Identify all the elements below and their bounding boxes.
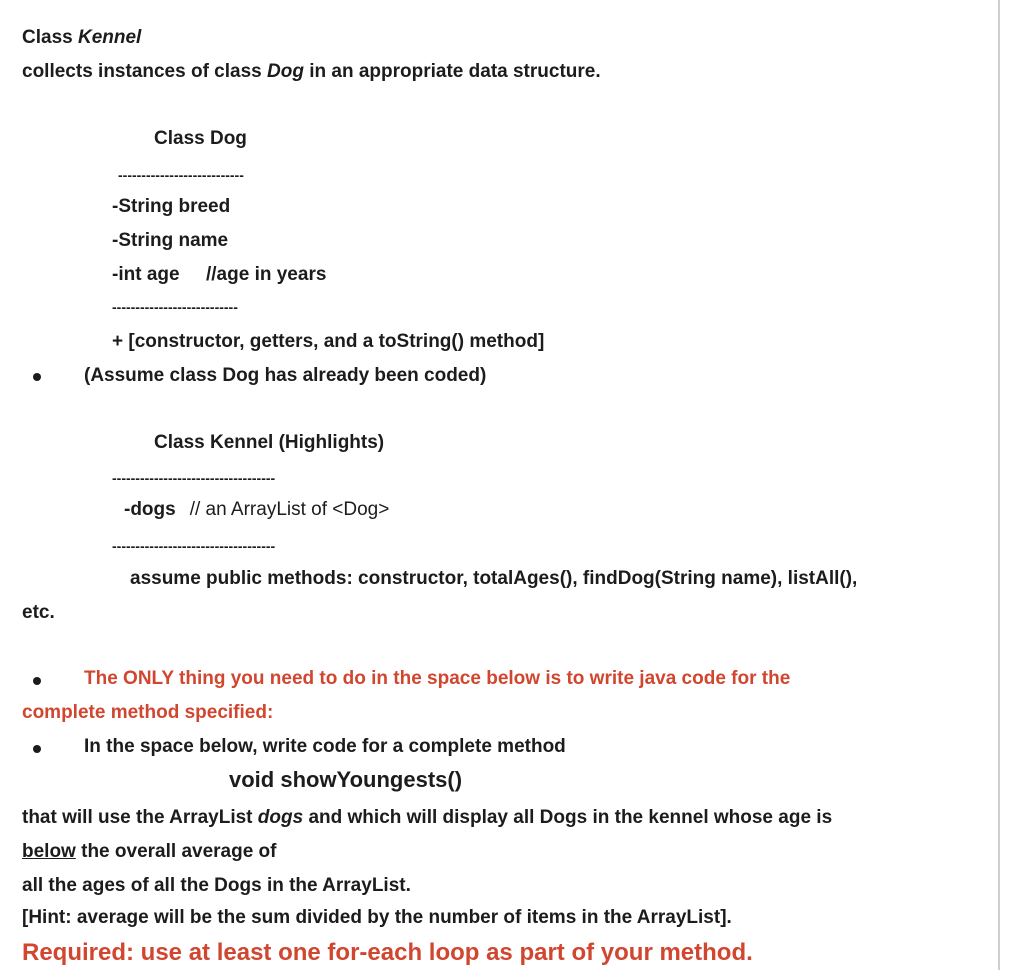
intro-line bbox=[22, 60, 601, 84]
dog-field-age: -int age bbox=[112, 264, 180, 285]
instruction-red-line2: complete method specified: bbox=[22, 702, 274, 723]
kennel-etc: etc. bbox=[22, 602, 55, 623]
dog-assumption: (Assume class Dog has already been coded) bbox=[84, 365, 487, 386]
page-right-border bbox=[998, 0, 1000, 970]
kennel-divider-top: ----------------------------------- bbox=[112, 470, 276, 486]
kennel-methods: assume public methods: constructor, totalAges(), findDog(String name), listAll(), bbox=[130, 568, 858, 589]
kennel-field-comment: // an ArrayList of <Dog> bbox=[189, 499, 390, 520]
intro-class-name: Dog bbox=[267, 61, 304, 82]
dog-field-breed: -String breed bbox=[112, 196, 231, 217]
desc-text-3: the overall average of bbox=[75, 841, 277, 862]
desc-below: below bbox=[22, 841, 76, 862]
dog-class-heading: Class Dog bbox=[154, 128, 247, 149]
dog-methods: + [constructor, getters, and a toString() method] bbox=[112, 331, 545, 352]
dog-age-comment: //age in years bbox=[206, 264, 327, 285]
kennel-class-heading: Class Kennel (Highlights) bbox=[154, 432, 385, 453]
desc-dogs: dogs bbox=[257, 807, 304, 828]
bullet-icon bbox=[33, 745, 41, 753]
bullet-icon bbox=[33, 677, 41, 685]
dog-divider-bottom: --------------------------- bbox=[112, 299, 238, 315]
desc-text-1: that will use the ArrayList bbox=[22, 807, 258, 828]
intro-text-2: in an appropriate data structure. bbox=[303, 61, 601, 82]
kennel-field bbox=[124, 498, 389, 522]
kennel-field-name: -dogs bbox=[124, 499, 176, 520]
description-line3: all the ages of all the Dogs in the ArrayList. bbox=[22, 875, 411, 896]
kennel-divider-bottom: ----------------------------------- bbox=[112, 538, 276, 554]
dog-divider-top: --------------------------- bbox=[118, 167, 244, 183]
title-prefix: Class bbox=[22, 27, 78, 48]
hint-line: [Hint: average will be the sum divided by the number of items in the ArrayList]. bbox=[22, 907, 732, 928]
instruction-red-line1: The ONLY thing you need to do in the space below is to write java code for the bbox=[84, 668, 791, 689]
description-line2 bbox=[22, 840, 277, 864]
required-line: Required: use at least one for-each loop as part of your method. bbox=[22, 939, 753, 966]
dog-field-name: -String name bbox=[112, 230, 229, 251]
intro-text-1: collects instances of class bbox=[22, 61, 268, 82]
task-line: In the space below, write code for a complete method bbox=[84, 736, 566, 757]
bullet-icon bbox=[33, 373, 41, 381]
method-signature: void showYoungests() bbox=[229, 767, 463, 792]
description-line1 bbox=[22, 806, 832, 830]
kennel-title bbox=[22, 26, 141, 50]
desc-text-2: and which will display all Dogs in the kennel whose age is bbox=[303, 807, 833, 828]
title-class-name: Kennel bbox=[77, 27, 142, 48]
